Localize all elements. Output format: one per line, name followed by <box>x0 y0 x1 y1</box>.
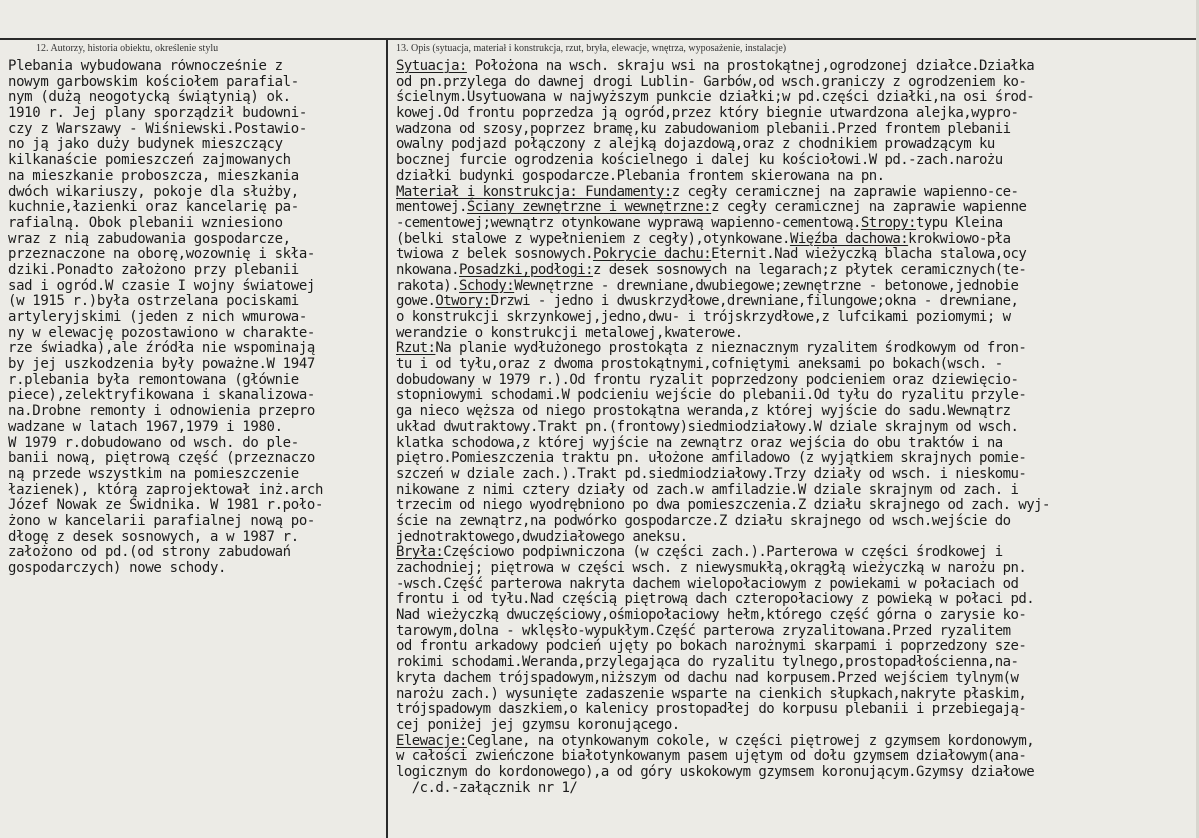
section-heading: Materiał i konstrukcja: Fundamenty: <box>396 183 672 200</box>
text-segment: rokimi schodami.Weranda,przylegająca do ryzalitu tylnego,prostopadłościenna,na- <box>396 654 1019 671</box>
text-segment: kryta dachem trójspadowym,niższym od dachu nad korpusem.Przed wejściem tylnym(w <box>396 669 1019 686</box>
description-text-line <box>396 781 1196 797</box>
description-text-line <box>396 436 1196 452</box>
history-text-line: dwóch wikariuszy, pokoje dla służby, <box>8 183 299 200</box>
description-text-line <box>396 90 1196 106</box>
left-section-header: 12. Autorzy, historia obiektu, określenie stylu <box>36 43 219 54</box>
description-text-line <box>396 577 1196 593</box>
history-text-line: (w 1915 r.)była ostrzelana pociskami <box>8 293 299 310</box>
description-text-line <box>396 106 1196 122</box>
description-text-line <box>396 765 1196 781</box>
right-section-header: 13. Opis (sytuacja, materiał i konstrukcja, rzut, bryła, elewacje, wnętrza, wyposażenie, instalacje) <box>396 43 787 54</box>
history-text-line: dziki.Ponadto założono przy plebanii <box>8 261 299 278</box>
description-text-line <box>396 530 1196 546</box>
description-text-line <box>396 75 1196 91</box>
text-segment: ścielnym.Usytuowana w najwyższym punkcie działki;w pd.części działki,na osi środ- <box>396 89 1035 106</box>
description-text-line <box>396 122 1196 138</box>
history-text-line: artyleryjskimi (jeden z nich wmurowa- <box>8 309 307 325</box>
history-text-line: gospodarczych) nowe schody. <box>8 560 227 576</box>
text-segment: rakota). <box>396 277 460 294</box>
history-text-line: sad i ogród.W czasie I wojny światowej <box>8 277 315 294</box>
text-segment: jednotraktowego,dwudziałowego aneksu. <box>396 528 688 545</box>
history-text-line: Plebania wybudowana równocześnie z <box>8 59 283 74</box>
history-text-line: no ją jako duży budynek mieszczący <box>8 136 283 153</box>
description-text-line <box>396 514 1196 530</box>
description-text-line <box>396 561 1196 577</box>
description-text-line <box>396 310 1196 326</box>
description-text-line <box>396 687 1196 703</box>
section-heading: Rzut: <box>396 340 436 357</box>
text-segment: Ceglane, na otynkowanym cokole, w części piętrowej z gzymsem kordonowym, <box>466 732 1035 749</box>
text-segment: w całości zwieńczone białotynkowanym pasem ujętym od dołu gzymsem działowym(ana- <box>396 748 1027 765</box>
section-heading: Pokrycie dachu: <box>592 246 712 263</box>
text-segment: Drzwi - jedno i dwuskrzydłowe,drewniane,filungowe;okna - drewniane, <box>490 293 1019 310</box>
text-segment: typu Kleina <box>916 214 1003 231</box>
history-text-line: dłogę z desek sosnowych, a w 1987 r. <box>8 528 299 545</box>
description-text-line <box>396 247 1196 263</box>
description-text-line <box>396 216 1196 232</box>
history-text-line: r.plebania była remontowana (głównie <box>8 371 299 388</box>
history-text-line: ny w elewację pozostawiono w charakte- <box>8 324 315 341</box>
description-text-line <box>396 153 1196 169</box>
description-text-line <box>396 137 1196 153</box>
text-segment: ga nieco węższa od niego prostokątna weranda,z której wyjście do sadu.Wewnątrz <box>396 403 1011 420</box>
description-text-line <box>396 263 1196 279</box>
column-divider <box>386 38 388 838</box>
description-text-line <box>396 467 1196 483</box>
text-segment: od pn.przylega do dawnej drogi Lublin- Garbów,od wsch.graniczy z ogrodzeniem ko- <box>396 73 1027 90</box>
section-heading: Bryła: <box>396 544 444 561</box>
text-segment: -cementowej;wewnątrz otynkowane wyprawą wapienno-cementową. <box>396 214 861 231</box>
history-text-line: wraz z nią zabudowania gospodarcze, <box>8 230 291 247</box>
text-segment: trzecim od niego wyodrębniono po dwa pomieszczenia.Z działu skrajnego od zach. wyj- <box>396 497 1050 514</box>
history-text-line: nym (dużą neogotycką świątynią) ok. <box>8 89 291 106</box>
text-segment: (belki stalowe z wypełnieniem z cegły),otynkowane. <box>396 230 790 247</box>
text-segment: działki budynki gospodarcze.Plebania frontem skierowana na pn. <box>396 167 885 184</box>
text-segment: logicznym do kordonowego),a od góry uskokowym gzymsem koronującym.Gzymsy działowe <box>396 763 1035 780</box>
description-text-column <box>396 59 1196 796</box>
text-segment: zachodniej; piętrowa w części wsch. z niewysmukłą,okrągłą wieżyczką w narożu pn. <box>396 560 1027 576</box>
description-text-line <box>396 404 1196 420</box>
description-text-line <box>396 294 1196 310</box>
history-text-line: W 1979 r.dobudowano od wsch. do ple- <box>8 434 299 451</box>
description-text-line <box>396 169 1196 185</box>
text-segment: wadzona od szosy,poprzez bramę,ku zabudowaniom plebanii.Przed frontem plebanii <box>396 120 1011 137</box>
section-heading: Więźba dachowa: <box>789 230 909 247</box>
text-segment: krokwiowo-pła <box>908 230 1011 247</box>
text-segment: narożu zach.) wysunięte zadaszenie wsparte na cienkich słupkach,nakryte płaskim, <box>396 685 1027 702</box>
description-text-line <box>396 545 1196 561</box>
description-text-line <box>396 326 1196 342</box>
text-segment: klatka schodowa,z której wyjście na zewnątrz oraz wejścia do obu traktów i na <box>396 434 1003 451</box>
top-rule <box>0 38 1199 40</box>
text-segment: Eternit.Nad wieżyczką blacha stalowa,ocy <box>711 246 1027 263</box>
history-text-line: kilkanaście pomieszczeń zajmowanych <box>8 152 291 169</box>
text-segment: frontu i od tyłu.Nad częścią piętrową dach czteropołaciowy z powieką w połaci pd. <box>396 591 1035 608</box>
description-text-line <box>396 388 1196 404</box>
history-text-line: kuchnie,łazienki oraz kancelarię pa- <box>8 199 299 216</box>
text-segment: dobudowany w 1979 r.).Od frontu ryzalit poprzedzony podcieniem oraz dziewięcio- <box>396 371 1019 388</box>
text-segment: bocznej furcie ogrodzenia kościelnego i dalej ku kościołowi.W pd.-zach.narożu <box>396 152 1003 169</box>
description-text-line <box>396 718 1196 734</box>
description-text-line <box>396 200 1196 216</box>
history-text-line: założono od pd.(od strony zabudowań <box>8 544 291 561</box>
description-text-line <box>396 420 1196 436</box>
section-heading: Schody: <box>459 277 515 294</box>
text-segment: ście na zewnątrz,na podwórko gospodarcze.Z działu skrajnego od wsch.wejście do <box>396 512 1011 529</box>
text-segment: mentowej. <box>396 199 467 216</box>
description-text-line <box>396 373 1196 389</box>
text-segment: nikowane z nimi cztery działy od zach.w amfiladzie.W dziale skrajnym od zach. i <box>396 481 1019 498</box>
history-text-line: łazienek), którą zaprojektował inż.arch <box>8 481 324 498</box>
description-text-line <box>396 702 1196 718</box>
history-text-line: przeznaczone na oborę,wozownię i skła- <box>8 246 315 263</box>
text-segment: -wsch.Część parterowa nakryta dachem wielopołaciowym z powiekami w połaciach od <box>396 575 1019 592</box>
history-text-line: na.Drobne remonty i odnowienia przepro <box>8 403 315 420</box>
text-segment: /c.d.-załącznik nr 1/ <box>396 779 578 796</box>
text-segment: Na planie wydłużonego prostokąta z nieznacznym ryzalitem środkowym od fron- <box>435 340 1027 357</box>
text-segment: cej poniżej jej gzymsu koronującego. <box>396 716 680 733</box>
text-segment: Nad wieżyczką dwuczęściowy,ośmiopołaciowy hełm,którego część górna o zarysie ko- <box>396 607 1027 624</box>
history-text-line: Józef Nowak ze Świdnika. W 1981 r.poło- <box>8 497 324 514</box>
history-text-line: by jej uszkodzenia były poważne.W 1947 <box>8 356 315 373</box>
description-text-line <box>396 624 1196 640</box>
text-segment: tarowym,dolna - wklęsło-wypukłym.Część parterowa zryzalitowana.Przed ryzalitem <box>396 622 1011 639</box>
section-heading: Otwory: <box>435 293 491 310</box>
text-segment: układ dwutraktowy.Trakt pn.(frontowy)siedmiodziałowy.W dziale skrajnym od wsch. <box>396 418 1019 435</box>
description-text-line <box>396 357 1196 373</box>
description-text-line <box>396 639 1196 655</box>
history-text-line: nowym garbowskim kościołem parafial- <box>8 73 299 90</box>
text-segment: tu i od tyłu,oraz z dwoma prostokątnymi,cofniętymi aneksami po bokach(wsch. - <box>396 356 1003 373</box>
description-text-line <box>396 749 1196 765</box>
text-segment: Częściowo podpiwniczona (w części zach.).Parterowa w części środkowej i <box>443 544 1003 561</box>
description-text-line <box>396 498 1196 514</box>
history-text-line: banii nową, piętrową część (przeznaczo <box>8 450 315 467</box>
text-segment: werandzie o konstrukcji metalowej,kwaterowe. <box>396 324 743 341</box>
history-text-column <box>8 59 380 577</box>
text-segment: z cegły ceramicznej na zaprawie wapienno-ce- <box>671 183 1019 200</box>
text-segment: nkowana. <box>396 261 460 278</box>
text-segment: z cegły ceramicznej na zaprawie wapienne <box>711 199 1027 216</box>
text-segment: trójspadowym daszkiem,o kalenicy prostopadłej do korpusu plebanii i przebiegają- <box>396 701 1027 718</box>
text-segment: Wewnętrzne - drewniane,dwubiegowe;zewnętrzne - betonowe,jednobie <box>514 277 1019 294</box>
history-text-line: na mieszkanie proboszcza, mieszkania <box>8 167 299 184</box>
description-text-line <box>396 671 1196 687</box>
text-segment: owalny podjazd połączony z alejką dojazdową,oraz z chodnikiem prowadzącym ku <box>396 136 995 153</box>
description-text-line <box>396 185 1196 201</box>
description-text-line <box>396 232 1196 248</box>
text-segment: Położona na wsch. skraju wsi na prostokątnej,ogrodzonej działce.Działka <box>466 59 1035 74</box>
description-text-line <box>396 592 1196 608</box>
history-text-line: rafialną. Obok plebanii wzniesiono <box>8 214 283 231</box>
section-heading: Stropy: <box>860 214 917 231</box>
section-heading: Sytuacja: <box>396 59 467 74</box>
text-segment: piętro.Pomieszczenia traktu pn. ułożone amfiladowo (z wyjątkiem skrajnych pomie- <box>396 450 1027 467</box>
text-segment: kowej.Od frontu poprzedza ją ogród,przez który biegnie utwardzona alejka,wypro- <box>396 105 1019 122</box>
history-text-line: wadzane w latach 1967,1979 i 1980. <box>8 418 283 435</box>
text-segment: twiowa z belek sosnowych. <box>396 246 593 263</box>
history-text-line: piece),zelektryfikowana i skanalizowa- <box>8 387 315 404</box>
section-heading: Ściany zewnętrzne i wewnętrzne: <box>466 199 712 216</box>
history-text-line: czy z Warszawy - Wiśniewski.Postawio- <box>8 120 307 137</box>
section-heading: Elewacje: <box>396 732 467 749</box>
text-segment: stopniowymi schodami.W podcieniu wejście do plebanii.Od tyłu do ryzalitu przyle- <box>396 387 1027 404</box>
history-text-line: ną przede wszystkim na pomieszczenie <box>8 465 299 482</box>
description-text-line <box>396 734 1196 750</box>
description-text-line <box>396 279 1196 295</box>
text-segment: z desek sosnowych na legarach;z płytek ceramicznych(te- <box>592 261 1027 278</box>
description-text-line <box>396 608 1196 624</box>
text-segment: gowe. <box>396 293 436 310</box>
history-text-line: rze świadka),ale źródła nie wspominają <box>8 340 315 357</box>
description-text-line <box>396 483 1196 499</box>
description-text-line <box>396 451 1196 467</box>
description-text-line <box>396 59 1196 75</box>
text-segment: od frontu arkadowy podcień ujęty po bokach narożnymi skarpami i poprzedzony sze- <box>396 638 1027 655</box>
history-text-line: żono w kancelarii parafialnej nową po- <box>8 512 315 529</box>
section-heading: Posadzki,podłogi: <box>459 261 593 278</box>
text-segment: o konstrukcji skrzynkowej,jedno,dwu- i trójskrzydłowe,z lufcikami poziomymi; w <box>396 309 1011 325</box>
history-text-line: 1910 r. Jej plany sporządził budowni- <box>8 105 307 122</box>
text-segment: szczeń w dziale zach.).Trakt pd.siedmiodziałowy.Trzy działy od wsch. i nieskomu- <box>396 465 1027 482</box>
description-text-line <box>396 341 1196 357</box>
description-text-line <box>396 655 1196 671</box>
